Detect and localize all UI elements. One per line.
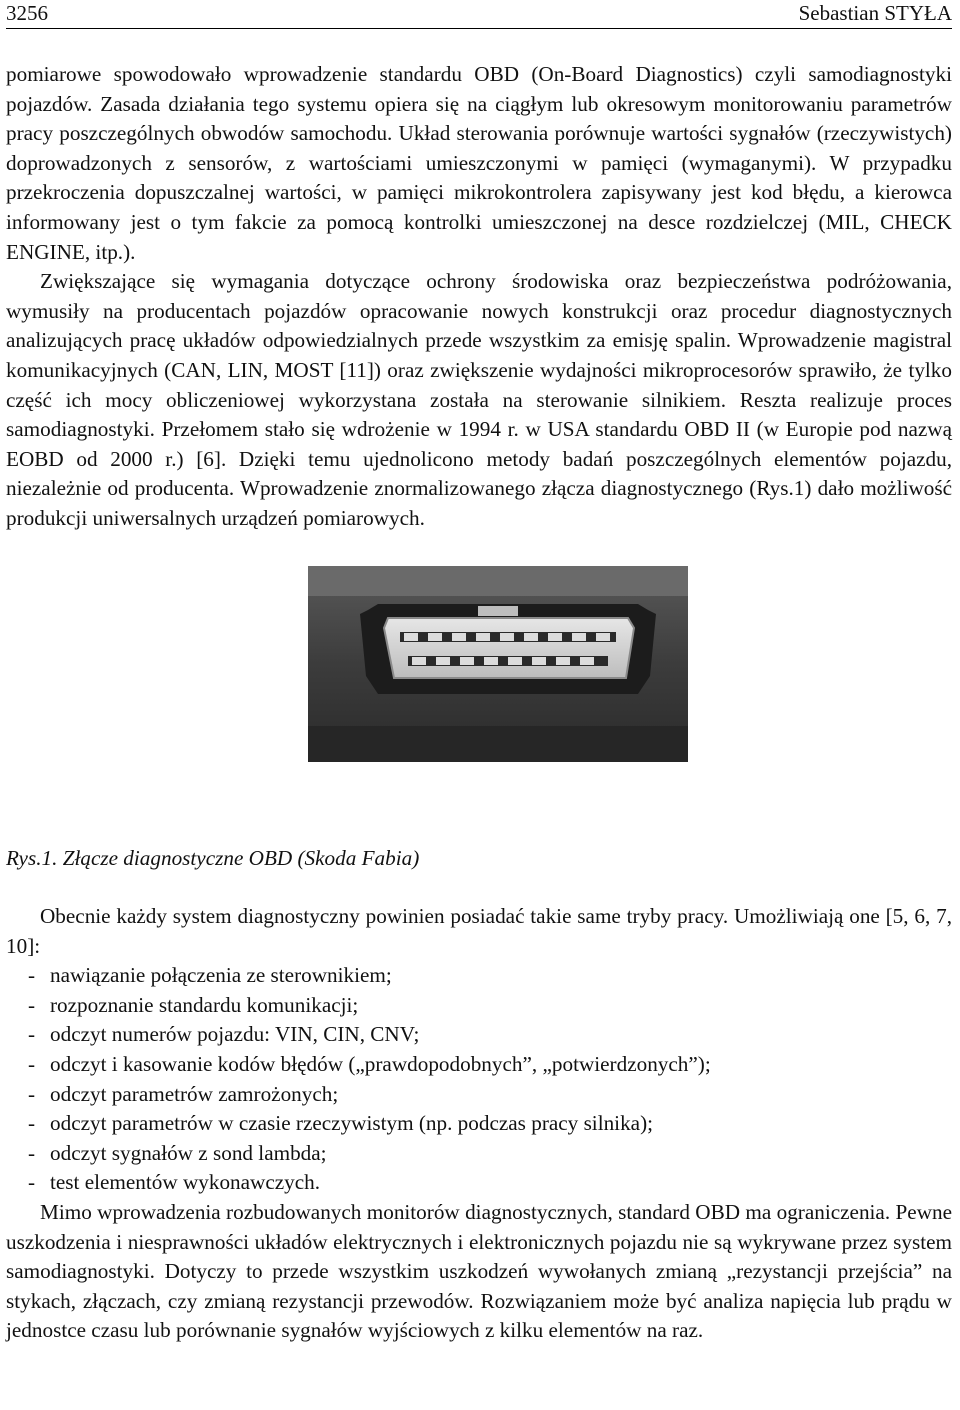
obd-connector-photo [308, 566, 688, 762]
page-header [6, 0, 952, 29]
running-author: Sebastian STYŁA [798, 1, 952, 25]
list-item: - odczyt i kasowanie kodów błędów („prawdopodobnych”, „potwierdzonych”); [6, 1050, 952, 1080]
page-number: 3256 [6, 1, 48, 25]
paragraph-modes-intro: Obecnie każdy system diagnostyczny powinien posiadać takie same tryby pracy. Umożliwiają one [5, 6, 7, 10]: [6, 904, 952, 958]
list-item: - odczyt numerów pojazdu: VIN, CIN, CNV; [6, 1020, 952, 1050]
list-item: - nawiązanie połączenia ze sterownikiem; [6, 961, 952, 991]
paragraph-requirements: Zwiększające się wymagania dotyczące ochrony środowiska oraz bezpieczeństwa podróżowania, wymusiły na producentach pojazdów opracowanie nowych konstrukcji oraz procedur diagnostycznych analizujących pracę układów odpowiedzialnych przede wszystkim za emisję spalin. Wprowadzenie magistral komunikacyjnych (CAN, LIN, MOST [11]) oraz zwiększenie wydajności mikroprocesorów sprawiło, że tylko część ich mocy obliczeniowej wykorzystana została na sterowanie silnikiem. Reszta realizuje proces samodiagnostyki. Przełomem stało się wdrożenie w 1994 r. w USA standardu OBD II (w Europie pod nazwą EOBD od 2000 r.) [6]. Dzięki temu ujednolicono metody badań poszczególnych elementów pojazdu, niezależnie od producenta. Wprowadzenie znormalizowanego złącza diagnostycznego (Rys.1) dało możliwość produkcji uniwersalnych urządzeń pomiarowych. [6, 269, 952, 530]
paragraph-limitations: Mimo wprowadzenia rozbudowanych monitorów diagnostycznych, standard OBD ma ograniczenia. Pewne uszkodzenia i niesprawności układów elektrycznych i elektronicznych pojazdu nie są wykrywane przez system samodiagnostyki. Dotyczy to przede wszystkim uszkodzeń wywołanych zmianą „rezystancji przejścia” na stykach, złączach, czy zmianą rezystancji przewodów. Rozwiązaniem może być analiza napięcia lub prądu w jednostce czasu lub porównanie sygnałów wyjściowych z kilku elementów na raz. [6, 1200, 952, 1343]
list-item: - rozpoznanie standardu komunikacji; [6, 991, 952, 1021]
list-item: - odczyt sygnałów z sond lambda; [6, 1139, 952, 1169]
obd-connector-illustration [308, 566, 688, 762]
diagnostic-modes-list [6, 961, 952, 1198]
paragraph-obd-intro: pomiarowe spowodowało wprowadzenie standardu OBD (On-Board Diagnostics) czyli samodiagnostyki pojazdów. Zasada działania tego systemu opiera się na ciągłym lub okresowym monitorowaniu parametrów pracy poszczególnych obwodów samochodu. Układ sterowania porównuje wartości sygnałów (rzeczywistych) doprowadzonych z sensorów, z wartościami umieszczonymi w pamięci (wymaganymi). W przypadku przekroczenia dopuszczalnej wartości, w pamięci mikrokontrolera zapisywany jest kod błędu, a kierowca informowany jest o tym fakcie za pomocą kontrolki umieszczonej na desce rozdzielczej (MIL, CHECK ENGINE, itp.). [6, 62, 952, 264]
list-item: - odczyt parametrów zamrożonych; [6, 1080, 952, 1110]
list-item: - test elementów wykonawczych. [6, 1168, 952, 1198]
figure-caption: Rys.1. Złącze diagnostyczne OBD (Skoda Fabia) [6, 845, 420, 870]
figure-container [6, 534, 952, 844]
spacer [6, 873, 952, 902]
list-item: - odczyt parametrów w czasie rzeczywistym (np. podczas pracy silnika); [6, 1109, 952, 1139]
article-body [6, 60, 952, 1346]
